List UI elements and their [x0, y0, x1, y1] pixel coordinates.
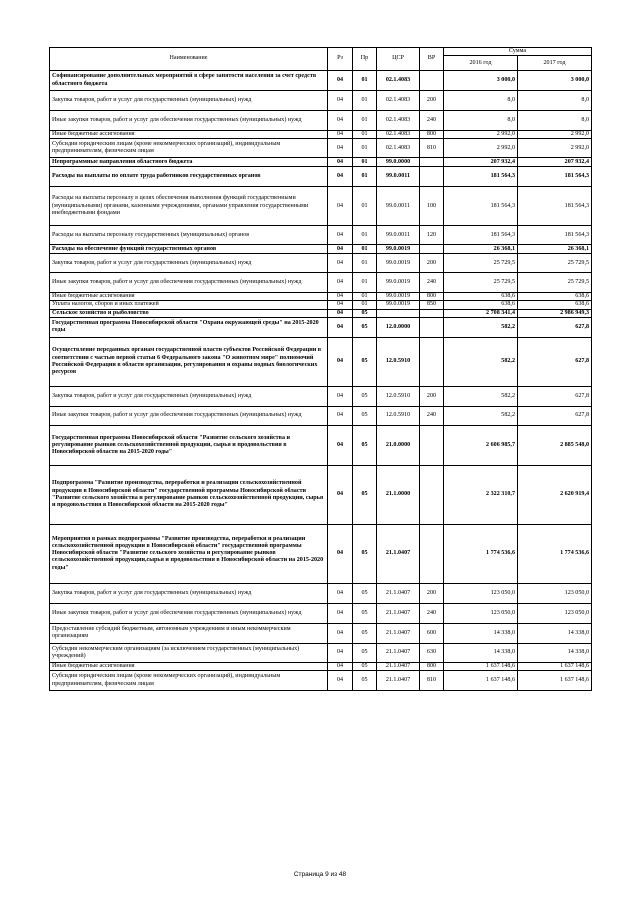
row-pr: 01	[353, 301, 377, 309]
row-csr: 02.1.4083	[377, 91, 420, 111]
row-sum-2017: 181 564,3	[518, 226, 592, 245]
row-rz: 04	[328, 131, 353, 139]
table-row	[50, 317, 592, 337]
row-sum-2016: 26 368,1	[444, 245, 518, 254]
budget-table	[49, 47, 592, 691]
row-pr: 01	[353, 139, 377, 158]
table-row	[50, 309, 592, 317]
row-pr: 01	[353, 71, 377, 91]
page-number: Страница 9 из 48	[293, 871, 347, 878]
row-pr: 01	[353, 131, 377, 139]
row-name: Иные бюджетные ассигнования	[50, 662, 328, 670]
row-name: Иные бюджетные ассигнования	[50, 131, 328, 139]
row-sum-2017: 638,6	[518, 301, 592, 309]
table-row	[50, 111, 592, 131]
row-name: Закупка товаров, работ и услуг для государственных (муниципальных) нужд	[50, 583, 328, 603]
row-vr	[420, 425, 444, 465]
row-vr: 240	[420, 603, 444, 623]
header-csr: ЦСР	[377, 48, 420, 71]
row-pr: 01	[353, 158, 377, 167]
table-row	[50, 603, 592, 623]
row-rz: 04	[328, 671, 353, 691]
row-sum-2017: 123 050,0	[518, 603, 592, 623]
row-sum-2016: 2 992,0	[444, 131, 518, 139]
row-pr: 01	[353, 187, 377, 226]
row-sum-2017: 2 885 548,0	[518, 425, 592, 465]
table-row	[50, 254, 592, 273]
row-vr: 800	[420, 662, 444, 670]
row-sum-2017: 25 729,5	[518, 254, 592, 273]
row-name: Расходы на выплаты по оплате труда работников государственных органов	[50, 167, 328, 187]
row-pr: 01	[353, 111, 377, 131]
row-sum-2016: 2 606 985,7	[444, 425, 518, 465]
row-csr: 99.0.0000	[377, 158, 420, 167]
row-rz: 04	[328, 623, 353, 643]
row-rz: 04	[328, 317, 353, 337]
row-vr	[420, 158, 444, 167]
row-pr: 05	[353, 524, 377, 583]
row-name: Иные закупки товаров, работ и услуг для обеспечения государственных (муниципальных) нужд	[50, 273, 328, 293]
row-vr: 200	[420, 583, 444, 603]
row-vr: 200	[420, 386, 444, 406]
row-name: Иные закупки товаров, работ и услуг для обеспечения государственных (муниципальных) нужд	[50, 111, 328, 131]
row-rz: 04	[328, 293, 353, 301]
row-vr	[420, 167, 444, 187]
table-row	[50, 406, 592, 425]
row-sum-2016: 181 564,3	[444, 167, 518, 187]
row-vr: 810	[420, 671, 444, 691]
table-row	[50, 131, 592, 139]
row-name: Уплата налогов, сборов и иных платежей	[50, 301, 328, 309]
row-rz: 04	[328, 71, 353, 91]
row-pr: 01	[353, 245, 377, 254]
row-csr: 21.1.0407	[377, 662, 420, 670]
row-rz: 04	[328, 465, 353, 524]
row-sum-2017: 2 620 919,4	[518, 465, 592, 524]
row-sum-2016: 8,0	[444, 91, 518, 111]
row-name: Осуществление переданных органам государственной власти субъектов Российской Федерации в соответствии с частью первой статьи 6 Федерального закона "О животном мире" полномочий Российской Федерации в области организации, регулирования и охраны водных биологических ресурсов	[50, 337, 328, 386]
row-sum-2017: 14 338,0	[518, 643, 592, 662]
row-sum-2016: 638,6	[444, 301, 518, 309]
row-pr: 01	[353, 167, 377, 187]
row-name: Расходы на выплаты персоналу в целях обеспечения выполнения функций государственными (муниципальными) органами, казенными учреждениями, органами управления государственными внебюджетными фондами	[50, 187, 328, 226]
row-rz: 04	[328, 111, 353, 131]
table-row	[50, 301, 592, 309]
row-sum-2017: 627,8	[518, 406, 592, 425]
row-vr	[420, 465, 444, 524]
table-row	[50, 158, 592, 167]
row-vr: 100	[420, 187, 444, 226]
row-name: Государственная программа Новосибирской области "Развитие сельского хозяйства и регулирование рынков сельскохозяйственной продукции, сырья и продовольствия в Новосибирской области на 2015-2020 годы"	[50, 425, 328, 465]
row-name: Расходы на выплаты персоналу государственных (муниципальных) органов	[50, 226, 328, 245]
row-sum-2016: 1 637 148,6	[444, 671, 518, 691]
row-pr: 05	[353, 643, 377, 662]
row-csr: 99.0.0011	[377, 187, 420, 226]
row-sum-2017: 26 368,1	[518, 245, 592, 254]
row-vr	[420, 309, 444, 317]
row-name: Подпрограмма "Развитие производства, переработки и реализации сельскохозяйственной продукции в Новосибирской области" государственной программы Новосибирской области "Развитие сельского хозяйства и регулирование рынков сельскохозяйственной продукции, сырья и продовольствия в Новосибирской области на 2015-2020 годы"	[50, 465, 328, 524]
row-sum-2016: 181 564,3	[444, 226, 518, 245]
table-row	[50, 524, 592, 583]
row-pr: 05	[353, 309, 377, 317]
row-csr: 99.0.0011	[377, 167, 420, 187]
row-sum-2016: 582,2	[444, 317, 518, 337]
row-name: Софинансирование дополнительных мероприятий в сфере занятости населения за счет средств областного бюджета	[50, 71, 328, 91]
row-csr: 12.0.5910	[377, 337, 420, 386]
row-name: Закупка товаров, работ и услуг для государственных (муниципальных) нужд	[50, 91, 328, 111]
row-sum-2017: 8,0	[518, 91, 592, 111]
row-sum-2017: 8,0	[518, 111, 592, 131]
row-sum-2017: 207 932,4	[518, 158, 592, 167]
row-csr: 99.0.0019	[377, 245, 420, 254]
row-sum-2017: 2 986 949,3	[518, 309, 592, 317]
row-vr: 800	[420, 131, 444, 139]
table-row	[50, 71, 592, 91]
row-pr: 01	[353, 293, 377, 301]
row-csr: 02.1.4083	[377, 111, 420, 131]
row-csr: 12.0.5910	[377, 406, 420, 425]
row-pr: 05	[353, 623, 377, 643]
row-sum-2016: 25 729,5	[444, 254, 518, 273]
table-row	[50, 245, 592, 254]
table-row	[50, 337, 592, 386]
row-rz: 04	[328, 583, 353, 603]
row-name: Иные закупки товаров, работ и услуг для обеспечения государственных (муниципальных) нужд	[50, 603, 328, 623]
row-sum-2017: 2 992,0	[518, 131, 592, 139]
row-csr: 21.1.0407	[377, 671, 420, 691]
row-pr: 05	[353, 671, 377, 691]
row-rz: 04	[328, 245, 353, 254]
row-rz: 04	[328, 662, 353, 670]
table-row	[50, 643, 592, 662]
row-sum-2016: 1 637 148,6	[444, 662, 518, 670]
row-vr: 800	[420, 293, 444, 301]
table-row	[50, 273, 592, 293]
table-row	[50, 293, 592, 301]
row-pr: 01	[353, 226, 377, 245]
row-sum-2016: 207 932,4	[444, 158, 518, 167]
row-vr: 600	[420, 623, 444, 643]
row-pr: 05	[353, 317, 377, 337]
row-pr: 05	[353, 465, 377, 524]
row-csr: 21.1.0407	[377, 623, 420, 643]
row-sum-2017: 638,6	[518, 293, 592, 301]
table-row	[50, 671, 592, 691]
table-row	[50, 187, 592, 226]
row-csr	[377, 309, 420, 317]
row-sum-2017: 627,8	[518, 386, 592, 406]
row-sum-2017: 627,8	[518, 337, 592, 386]
row-rz: 04	[328, 273, 353, 293]
row-name: Закупка товаров, работ и услуг для государственных (муниципальных) нужд	[50, 254, 328, 273]
row-name: Субсидии юридическим лицам (кроме некоммерческих организаций), индивидуальным предпринимателям, физическим лицам	[50, 139, 328, 158]
row-sum-2017: 2 992,0	[518, 139, 592, 158]
row-sum-2016: 123 050,0	[444, 603, 518, 623]
row-rz: 04	[328, 158, 353, 167]
row-name: Закупка товаров, работ и услуг для государственных (муниципальных) нужд	[50, 386, 328, 406]
row-rz: 04	[328, 309, 353, 317]
row-sum-2017: 123 050,0	[518, 583, 592, 603]
row-sum-2017: 1 637 148,6	[518, 671, 592, 691]
row-name: Субсидии юридическим лицам (кроме некоммерческих организаций), индивидуальным предпринимателям, физическим лицам	[50, 671, 328, 691]
row-pr: 05	[353, 603, 377, 623]
row-vr	[420, 245, 444, 254]
row-sum-2016: 638,6	[444, 293, 518, 301]
row-name: Субсидии некоммерческим организациям (за исключением государственных (муниципальных) учреждений)	[50, 643, 328, 662]
row-csr: 99.0.0011	[377, 226, 420, 245]
row-rz: 04	[328, 139, 353, 158]
row-rz: 04	[328, 406, 353, 425]
row-sum-2016: 1 774 536,6	[444, 524, 518, 583]
row-sum-2017: 1 774 536,6	[518, 524, 592, 583]
row-sum-2016: 181 564,3	[444, 187, 518, 226]
row-rz: 04	[328, 254, 353, 273]
row-csr: 99.0.0019	[377, 301, 420, 309]
row-csr: 99.0.0019	[377, 293, 420, 301]
row-sum-2016: 2 992,0	[444, 139, 518, 158]
row-sum-2017: 627,8	[518, 317, 592, 337]
row-rz: 04	[328, 425, 353, 465]
row-name: Сельское хозяйство и рыболовство	[50, 309, 328, 317]
row-vr: 200	[420, 254, 444, 273]
row-csr: 02.1.4083	[377, 139, 420, 158]
header-2017: 2017 год	[518, 56, 592, 71]
row-csr: 99.0.0019	[377, 273, 420, 293]
table-row	[50, 91, 592, 111]
row-name: Иные бюджетные ассигнования	[50, 293, 328, 301]
row-sum-2017: 14 338,0	[518, 623, 592, 643]
row-sum-2016: 14 338,0	[444, 643, 518, 662]
header-vr: ВР	[420, 48, 444, 71]
row-csr: 21.1.0407	[377, 643, 420, 662]
row-vr: 850	[420, 301, 444, 309]
row-sum-2016: 582,2	[444, 386, 518, 406]
row-csr: 02.1.4083	[377, 131, 420, 139]
header-sum: Сумма	[444, 48, 592, 56]
row-rz: 04	[328, 226, 353, 245]
row-sum-2016: 14 338,0	[444, 623, 518, 643]
row-sum-2016: 2 708 341,4	[444, 309, 518, 317]
row-rz: 04	[328, 524, 353, 583]
row-vr	[420, 524, 444, 583]
row-vr: 240	[420, 273, 444, 293]
table-body	[50, 71, 592, 691]
row-sum-2017: 1 637 148,6	[518, 662, 592, 670]
row-sum-2016: 123 050,0	[444, 583, 518, 603]
row-csr: 12.0.5910	[377, 386, 420, 406]
table-row	[50, 425, 592, 465]
row-sum-2016: 3 000,0	[444, 71, 518, 91]
row-csr: 21.1.0407	[377, 583, 420, 603]
row-sum-2016: 8,0	[444, 111, 518, 131]
row-vr	[420, 317, 444, 337]
header-rz: Рз	[328, 48, 353, 71]
row-pr: 05	[353, 425, 377, 465]
row-sum-2016: 582,2	[444, 337, 518, 386]
row-name: Расходы на обеспечение функций государственных органов	[50, 245, 328, 254]
row-sum-2016: 25 729,5	[444, 273, 518, 293]
row-name: Предоставление субсидий бюджетным, автономным учреждениям и иным некоммерческим организациям	[50, 623, 328, 643]
row-csr: 21.0.0000	[377, 425, 420, 465]
row-sum-2016: 2 322 310,7	[444, 465, 518, 524]
row-sum-2017: 25 729,5	[518, 273, 592, 293]
row-csr: 02.1.4083	[377, 71, 420, 91]
row-vr	[420, 71, 444, 91]
row-rz: 04	[328, 91, 353, 111]
row-csr: 12.0.0000	[377, 317, 420, 337]
row-pr: 05	[353, 583, 377, 603]
table-row	[50, 583, 592, 603]
row-pr: 01	[353, 91, 377, 111]
row-rz: 04	[328, 167, 353, 187]
row-csr: 21.1.0000	[377, 465, 420, 524]
row-pr: 01	[353, 273, 377, 293]
row-sum-2016: 582,2	[444, 406, 518, 425]
row-rz: 04	[328, 337, 353, 386]
row-vr: 240	[420, 111, 444, 131]
row-pr: 01	[353, 254, 377, 273]
row-rz: 04	[328, 187, 353, 226]
row-csr: 99.0.0019	[377, 254, 420, 273]
row-name: Государственная программа Новосибирской области "Охрана окружающей среды" на 2015-2020 годы	[50, 317, 328, 337]
row-vr: 630	[420, 643, 444, 662]
table-row	[50, 662, 592, 670]
table-row	[50, 226, 592, 245]
header-pr: Пр	[353, 48, 377, 71]
row-sum-2017: 181 564,3	[518, 187, 592, 226]
row-rz: 04	[328, 603, 353, 623]
row-vr: 810	[420, 139, 444, 158]
row-csr: 21.1.0407	[377, 603, 420, 623]
row-rz: 04	[328, 643, 353, 662]
row-pr: 05	[353, 337, 377, 386]
row-rz: 04	[328, 301, 353, 309]
row-vr	[420, 337, 444, 386]
header-2016: 2016 год	[444, 56, 518, 71]
row-name: Иные закупки товаров, работ и услуг для обеспечения государственных (муниципальных) нужд	[50, 406, 328, 425]
row-pr: 05	[353, 662, 377, 670]
table-row	[50, 465, 592, 524]
row-name: Мероприятия в рамках подпрограммы "Развитие производства, переработки и реализации сельскохозяйственной продукции в Новосибирской области" государственной программы Новосибирской области "Развитие сельского хозяйства и регулирование рынков сельскохозяйственной продукции,сырья и продовольствия в Новосибирской области на 2015-2020 годы"	[50, 524, 328, 583]
row-sum-2017: 3 000,0	[518, 71, 592, 91]
table-row	[50, 139, 592, 158]
row-pr: 05	[353, 406, 377, 425]
row-csr: 21.1.0407	[377, 524, 420, 583]
row-pr: 05	[353, 386, 377, 406]
row-sum-2017: 181 564,3	[518, 167, 592, 187]
row-vr: 240	[420, 406, 444, 425]
table-row	[50, 167, 592, 187]
header-name: Наименование	[50, 48, 328, 71]
row-rz: 04	[328, 386, 353, 406]
row-vr: 200	[420, 91, 444, 111]
row-vr: 120	[420, 226, 444, 245]
table-row	[50, 386, 592, 406]
row-name: Непрограммные направления областного бюджета	[50, 158, 328, 167]
table-row	[50, 623, 592, 643]
